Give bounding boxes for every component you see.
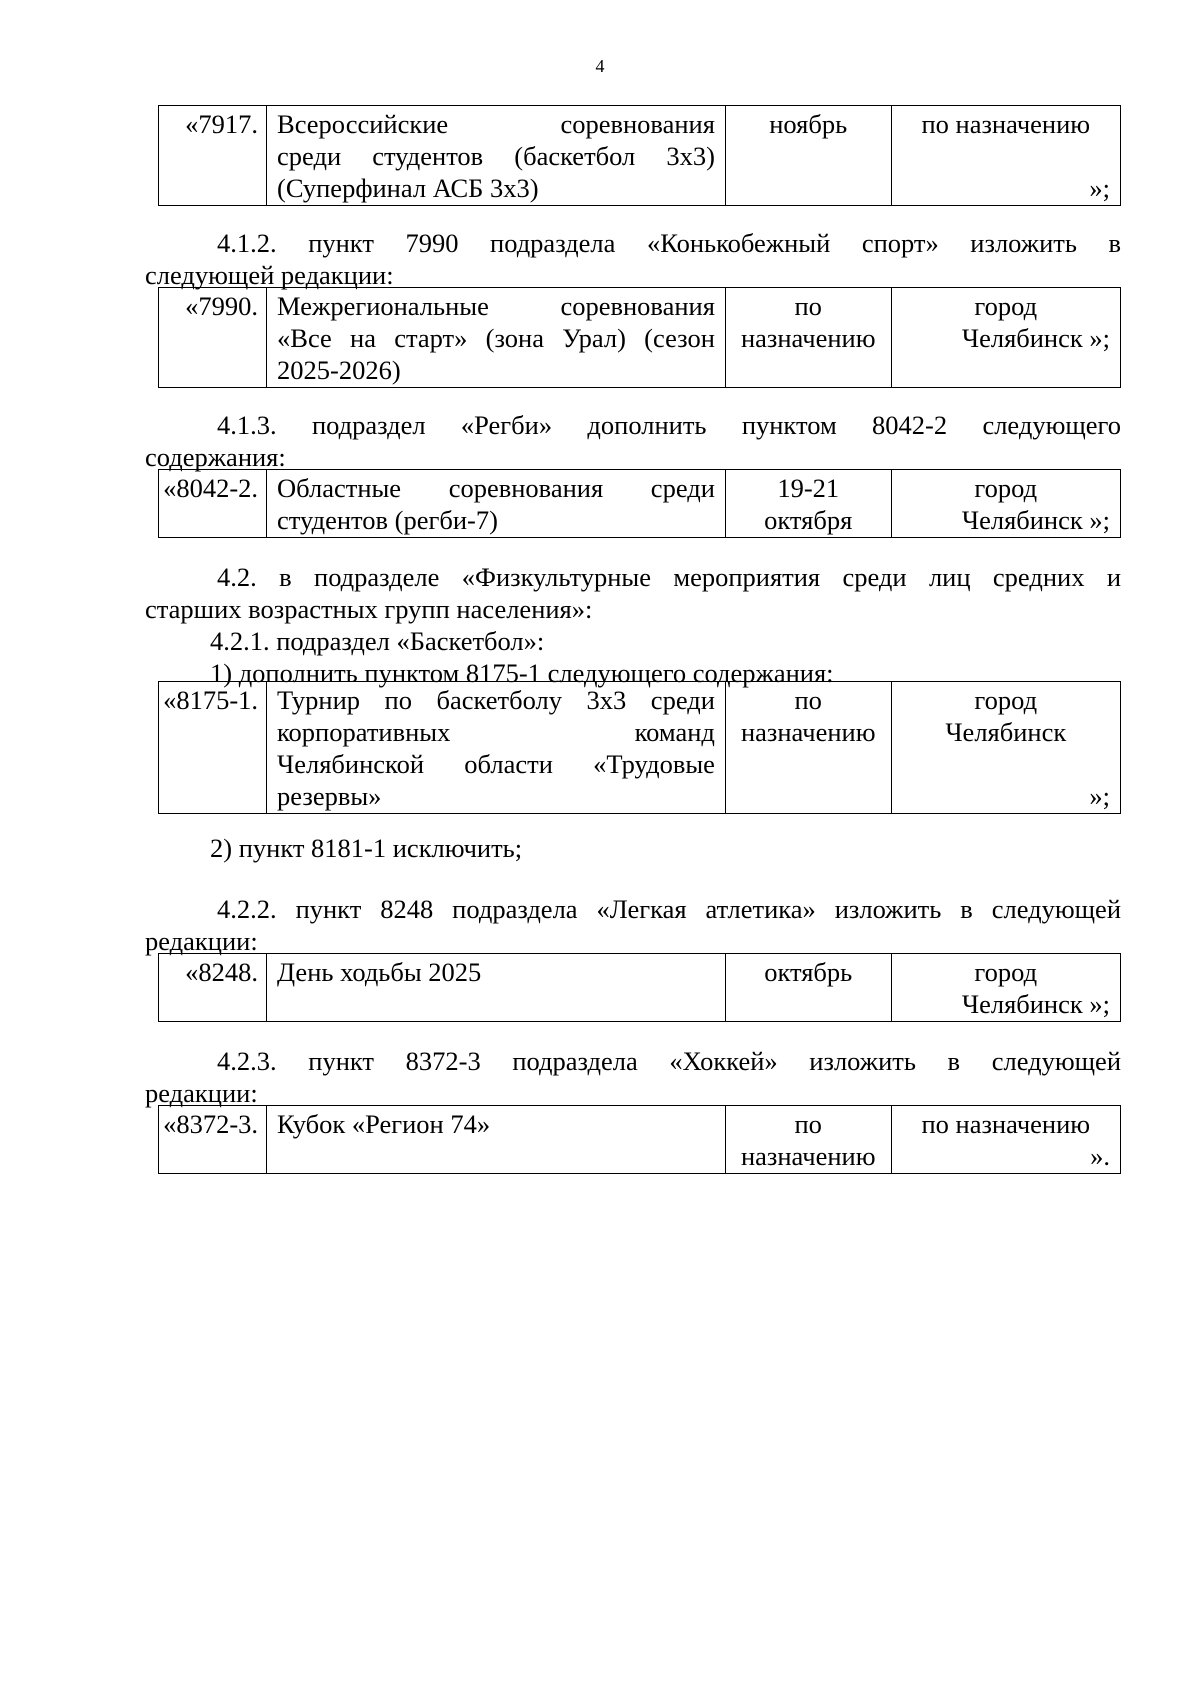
event-date: ноябрь xyxy=(725,106,891,206)
paragraph-4-2-3 xyxy=(145,1045,1121,1109)
paragraph-line: редакции: xyxy=(145,1078,258,1108)
item-number: «7917. xyxy=(159,106,267,206)
event-place-line: город xyxy=(974,685,1038,715)
event-name-line: Челябинской области «Трудовые xyxy=(277,749,715,779)
event-name-line: Всероссийские соревнования xyxy=(277,109,715,139)
event-name xyxy=(267,106,726,206)
event-date-line: 19-21 xyxy=(777,473,840,503)
event-date-line: назначению xyxy=(740,717,876,747)
table-item-8042-2 xyxy=(158,469,1121,538)
event-name-line: «Все на старт» (зона Урал) (сезон xyxy=(277,323,715,353)
table-row xyxy=(159,106,1121,206)
item-number: «8372-3. xyxy=(159,1106,267,1174)
table-item-7990 xyxy=(158,287,1121,388)
event-name-line: 2025-2026) xyxy=(277,355,401,385)
event-date xyxy=(725,470,891,538)
event-place xyxy=(891,470,1120,538)
event-name-line: корпоративных команд xyxy=(277,717,715,747)
item-number: «8175-1. xyxy=(159,682,267,814)
event-name xyxy=(267,470,726,538)
event-date-line: назначению xyxy=(740,1141,876,1171)
event-name-line: Турнир по баскетболу 3х3 среди xyxy=(277,685,715,715)
event-name xyxy=(267,954,726,1022)
event-name-line: Межрегиональные соревнования xyxy=(277,291,715,321)
event-place-line: Челябинск »; xyxy=(961,505,1110,535)
event-date: октябрь xyxy=(725,954,891,1022)
event-place-line: город xyxy=(974,291,1038,321)
event-date-line: по xyxy=(794,1109,822,1139)
paragraph-line: 4.1.2. пункт 7990 подраздела «Конькобежный спорт» изложить в xyxy=(217,228,1121,258)
paragraph-4-2-2 xyxy=(145,893,1121,957)
event-date-line: октября xyxy=(764,505,853,535)
event-date xyxy=(725,1106,891,1174)
item-number: «8248. xyxy=(159,954,267,1022)
event-name xyxy=(267,288,726,388)
event-name-line: среди студентов (баскетбол 3х3) xyxy=(277,141,715,171)
closing-quote: »; xyxy=(1089,173,1110,203)
event-date-line: по xyxy=(794,685,822,715)
event-date-line: по xyxy=(794,291,822,321)
event-place-line: Челябинск xyxy=(945,717,1067,747)
table-item-8372-3 xyxy=(158,1105,1121,1174)
paragraph-line: 1) дополнить пунктом 8175-1 следующего содержания: xyxy=(210,658,834,688)
event-name-line: Кубок «Регион 74» xyxy=(277,1109,491,1139)
table-item-8248 xyxy=(158,953,1121,1022)
page-number: 4 xyxy=(595,56,605,76)
event-place xyxy=(891,288,1120,388)
paragraph-line: 4.1.3. подраздел «Регби» дополнить пунктом 8042-2 следующего xyxy=(217,410,1121,440)
item-number: «7990. xyxy=(159,288,267,388)
table-row xyxy=(159,1106,1121,1174)
table-row xyxy=(159,954,1121,1022)
paragraph-line: 4.2.2. пункт 8248 подраздела «Легкая атлетика» изложить в следующей xyxy=(217,894,1121,924)
paragraph-line: 4.2. в подразделе «Физкультурные мероприятия среди лиц средних и xyxy=(217,562,1121,592)
event-name-line: студентов (регби-7) xyxy=(277,505,498,535)
paragraph-4-1-2 xyxy=(145,227,1121,291)
paragraph-line: редакции: xyxy=(145,926,258,956)
event-place-line: город xyxy=(974,957,1038,987)
event-place xyxy=(891,682,1120,814)
paragraph-line: 4.2.3. пункт 8372-3 подраздела «Хоккей» изложить в следующей xyxy=(217,1046,1121,1076)
paragraph-4-1-3 xyxy=(145,409,1121,473)
event-date-line: назначению xyxy=(740,323,876,353)
paragraph-line: следующей редакции: xyxy=(145,260,394,290)
event-name-line: (Суперфинал АСБ 3х3) xyxy=(277,173,539,203)
table-row xyxy=(159,288,1121,388)
paragraph-4-2 xyxy=(145,561,1121,689)
table-row xyxy=(159,470,1121,538)
event-place xyxy=(891,954,1120,1022)
event-date xyxy=(725,288,891,388)
event-place-line: Челябинск »; xyxy=(961,989,1110,1019)
table-item-8175-1 xyxy=(158,681,1121,814)
event-date xyxy=(725,682,891,814)
event-name-line: Областные соревнования среди xyxy=(277,473,715,503)
item-number: «8042-2. xyxy=(159,470,267,538)
event-place xyxy=(891,106,1120,206)
paragraph-line: старших возрастных групп населения»: xyxy=(145,594,593,624)
table-row xyxy=(159,682,1121,814)
closing-quote: »; xyxy=(1089,781,1110,811)
event-name xyxy=(267,682,726,814)
event-place-line: по назначению xyxy=(921,109,1091,139)
event-name-line: резервы» xyxy=(277,781,382,811)
event-place-line: по назначению xyxy=(921,1109,1091,1139)
table-item-7917 xyxy=(158,105,1121,206)
event-place-line: Челябинск »; xyxy=(961,323,1110,353)
closing-quote: ». xyxy=(1090,1141,1110,1171)
event-name-line: День ходьбы 2025 xyxy=(277,957,482,987)
event-name xyxy=(267,1106,726,1174)
paragraph-line: 4.2.1. подраздел «Баскетбол»: xyxy=(210,626,545,656)
paragraph-line: 2) пункт 8181-1 исключить; xyxy=(210,833,523,863)
event-place-line: город xyxy=(974,473,1038,503)
paragraph-exclude-8181-1 xyxy=(210,832,1110,864)
paragraph-line: содержания: xyxy=(145,442,286,472)
event-place xyxy=(891,1106,1120,1174)
